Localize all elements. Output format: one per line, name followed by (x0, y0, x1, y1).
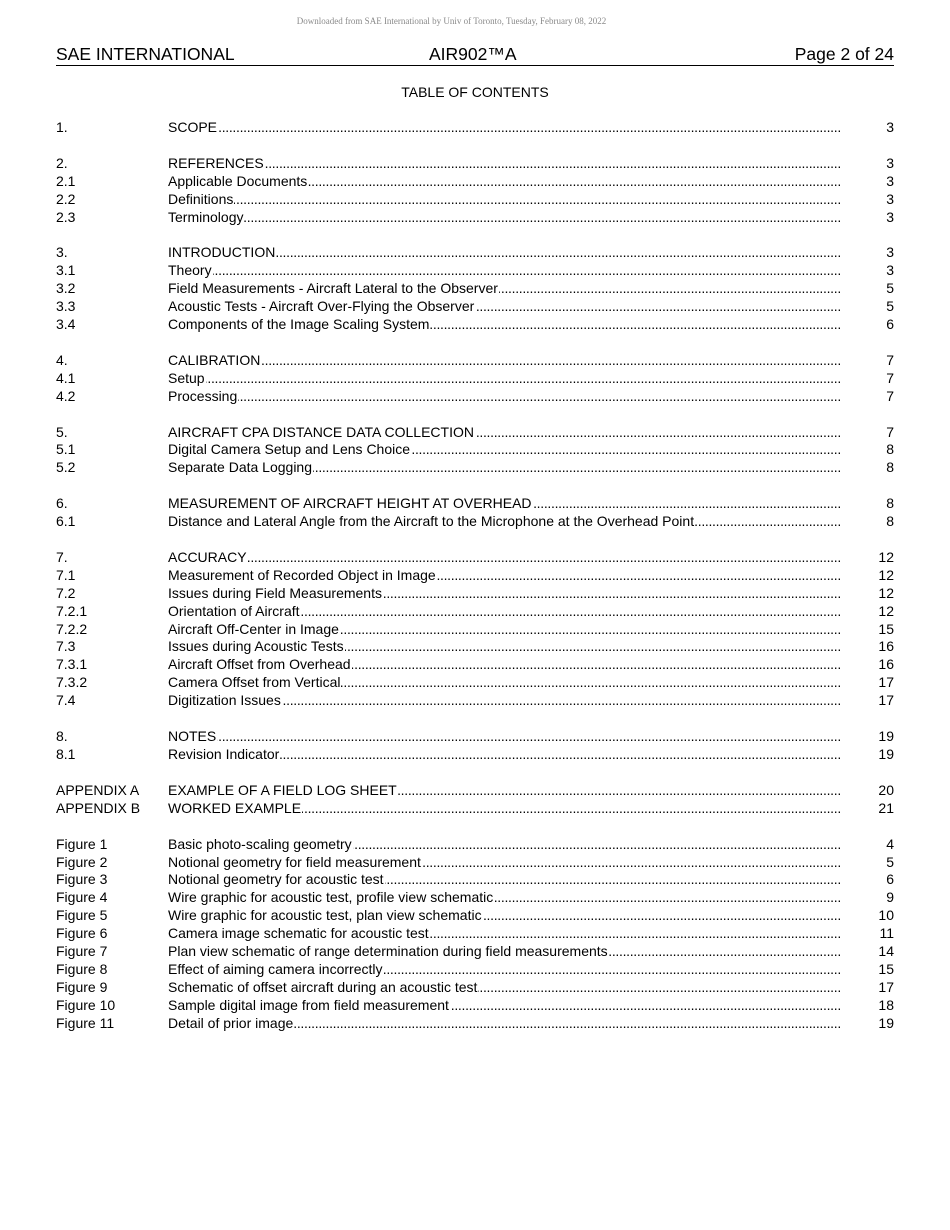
toc-entry-title: Terminology (168, 208, 244, 225)
toc-entry-title: Aircraft Offset from Overhead (168, 656, 351, 673)
toc-entry[interactable] (56, 191, 894, 209)
toc-entry-title-leader (168, 674, 875, 692)
toc-entry-number: 3.1 (56, 262, 76, 279)
page-number: Page 2 of 24 (794, 44, 894, 64)
toc-entry-title-leader (168, 692, 875, 710)
toc-entry-number: 5.2 (56, 459, 76, 476)
toc-entry-title: REFERENCES (168, 154, 264, 171)
toc-entry-page: 4 (886, 835, 894, 852)
toc-entry-title-leader (168, 209, 883, 227)
toc-entry-title-leader (168, 495, 883, 513)
toc-entry-number: Figure 9 (56, 978, 108, 995)
toc-entry-title: Schematic of offset aircraft during an acoustic test (168, 978, 478, 995)
toc-entry-page: 5 (886, 280, 894, 297)
toc-entry-page: 5 (886, 853, 894, 870)
toc-entry-title-leader (168, 513, 883, 531)
toc-entry[interactable] (56, 262, 894, 280)
toc-heading: TABLE OF CONTENTS (401, 84, 549, 100)
toc-entry[interactable] (56, 638, 894, 656)
toc-entry[interactable] (56, 567, 894, 585)
toc-entry-title: AIRCRAFT CPA DISTANCE DATA COLLECTION (168, 423, 474, 440)
toc-entry-title: Camera Offset from Vertical (168, 674, 341, 691)
toc-entry-page: 7 (886, 423, 894, 440)
toc-entry-page: 3 (886, 190, 894, 207)
toc-entry-page: 17 (878, 692, 894, 709)
toc-entry-page: 10 (878, 907, 894, 924)
toc-entry-title: Basic photo-scaling geometry (168, 835, 352, 852)
toc-entry-number: 7.3.2 (56, 674, 88, 691)
toc-entry-page: 7 (886, 351, 894, 368)
toc-entry[interactable] (56, 692, 894, 710)
toc-entry[interactable] (56, 907, 894, 925)
toc-entry[interactable] (56, 836, 894, 854)
toc-entry-number: 3.2 (56, 280, 76, 297)
toc-entry-page: 12 (878, 602, 894, 619)
toc-entry-page: 3 (886, 262, 894, 279)
toc-entry-page: 14 (878, 942, 894, 959)
toc-entry-page: 11 (879, 925, 894, 942)
toc-entry-title-leader (168, 907, 875, 925)
toc-entry-title-leader (168, 298, 883, 316)
toc-entry-number: Figure 8 (56, 960, 108, 977)
toc-entry-title-leader (168, 388, 883, 406)
toc-entry-page: 15 (878, 620, 894, 637)
toc-entry-number: APPENDIX A (56, 781, 140, 798)
toc-entry[interactable] (56, 495, 894, 513)
toc-entry-title: SCOPE (168, 119, 218, 135)
toc-entry-title: Notional geometry for field measurement (168, 853, 421, 870)
toc-entry-title: Digitization Issues (168, 692, 281, 709)
toc-entry[interactable] (56, 459, 894, 477)
toc-entry-title: Measurement of Recorded Object in Image (168, 566, 436, 583)
toc-entry[interactable] (56, 280, 894, 298)
toc-entry-number: Figure 3 (56, 871, 108, 888)
toc-entry-page: 15 (878, 960, 894, 977)
toc-entry-title-leader (168, 836, 883, 854)
toc-entry-title-leader (168, 585, 875, 603)
toc-entry-title: WORKED EXAMPLE (168, 799, 302, 816)
toc-entry-number: 4.2 (56, 387, 76, 404)
toc-group (56, 244, 894, 333)
toc-entry[interactable] (56, 388, 894, 406)
toc-entry-title: MEASUREMENT OF AIRCRAFT HEIGHT AT OVERHEAD (168, 495, 532, 512)
toc-entry-title-leader (168, 370, 883, 388)
toc-entry-title: Issues during Acoustic Tests (168, 638, 344, 655)
toc-entry-number: Figure 7 (56, 942, 108, 959)
toc-entry-title-leader (168, 352, 883, 370)
publisher-name: SAE INTERNATIONAL (56, 44, 235, 64)
toc-entry-title: Revision Indicator (168, 745, 280, 762)
toc-entry-page: 20 (878, 781, 894, 798)
toc-entry[interactable] (56, 674, 894, 692)
toc-entry-title: Applicable Documents (168, 172, 308, 189)
toc-entry-title-leader (168, 638, 875, 656)
toc-entry-title-leader (168, 997, 875, 1015)
toc-entry-title-leader (168, 441, 883, 459)
toc-entry-number: 5. (56, 423, 68, 440)
toc-entry-number: 1. (56, 119, 68, 135)
toc-entry-page: 9 (886, 889, 894, 906)
toc-group (56, 155, 894, 227)
toc-entry[interactable] (56, 424, 894, 442)
toc-entry-number: 4. (56, 351, 68, 368)
toc-entry-number: 3.4 (56, 316, 76, 333)
toc-entry-title: Field Measurements - Aircraft Lateral to the Observer (168, 280, 498, 297)
toc-entry-title: Processing (168, 387, 238, 404)
toc-entry-number: Figure 10 (56, 996, 116, 1013)
toc-entry-title-leader (168, 979, 875, 997)
toc-entry-title: Notional geometry for acoustic test (168, 871, 384, 888)
toc-entry[interactable] (56, 997, 894, 1015)
toc-entry-title: INTRODUCTION (168, 244, 276, 261)
toc-entry-number: 2. (56, 154, 68, 171)
toc-entry-page: 12 (878, 584, 894, 601)
toc-entry-page: 21 (878, 799, 894, 816)
toc-entry-title: Acoustic Tests - Aircraft Over-Flying the Observer (168, 298, 475, 315)
toc-entry-number: APPENDIX B (56, 799, 141, 816)
toc-entry-title: CALIBRATION (168, 351, 261, 368)
toc-entry-page: 19 (878, 728, 894, 745)
toc-entry-title: Camera image schematic for acoustic test (168, 925, 429, 942)
toc-entry-title-leader (168, 119, 883, 137)
toc-entry-number: 2.1 (56, 172, 76, 189)
toc-entry-page: 16 (878, 638, 894, 655)
toc-entry-title: Orientation of Aircraft (168, 602, 300, 619)
toc-entry[interactable] (56, 800, 894, 818)
toc-entry[interactable] (56, 871, 894, 889)
toc-entry-number: 7.2.2 (56, 620, 88, 637)
toc-entry-number: Figure 6 (56, 925, 108, 942)
toc-entry[interactable] (56, 209, 894, 227)
toc-entry-page: 19 (878, 745, 894, 762)
toc-entry[interactable] (56, 854, 894, 872)
toc-entry[interactable] (56, 585, 894, 603)
toc-entry-number: 3. (56, 244, 68, 261)
toc-entry-title-leader (168, 961, 875, 979)
toc-entry-title: Sample digital image from field measurement (168, 996, 449, 1013)
toc-entry-title: Setup (168, 369, 205, 386)
toc-entry-title-leader (168, 782, 875, 800)
toc-entry[interactable] (56, 728, 894, 746)
toc-entry-title: Distance and Lateral Angle from the Aircraft to the Microphone at the Overhead Point (168, 513, 695, 530)
toc-entry[interactable] (56, 513, 894, 531)
toc-entry-number: Figure 2 (56, 853, 108, 870)
download-watermark: Downloaded from SAE International by Univ of Toronto, Tuesday, February 08, 2022 (296, 16, 607, 26)
toc-entry-title: Components of the Image Scaling System (168, 316, 430, 333)
toc-entry-page: 8 (886, 495, 894, 512)
toc-entry-title-leader (168, 621, 875, 639)
toc-entry-number: 7.4 (56, 692, 76, 709)
toc-entry-number: Figure 4 (56, 889, 108, 906)
toc-entry-title-leader (168, 262, 883, 280)
toc-entry-title-leader (168, 155, 883, 173)
toc-group (56, 782, 894, 818)
toc-entry-title: Digital Camera Setup and Lens Choice (168, 441, 411, 458)
toc-entry-title: NOTES (168, 728, 217, 745)
toc-entry-title-leader (168, 316, 883, 334)
toc-group (56, 424, 894, 478)
toc-entry-page: 19 (878, 1014, 894, 1031)
toc-entry-number: Figure 5 (56, 907, 108, 924)
toc-entry[interactable] (56, 549, 894, 567)
toc-entry-number: 7.2 (56, 584, 76, 601)
toc-entry[interactable] (56, 961, 894, 979)
toc-group (56, 549, 894, 710)
toc-entry-title-leader (168, 854, 883, 872)
toc-entry-page: 5 (886, 298, 894, 315)
toc-entry-title-leader (168, 1015, 875, 1033)
toc-entry-title: Effect of aiming camera incorrectly (168, 960, 383, 977)
toc-entry-page: 3 (886, 244, 894, 261)
toc-entry[interactable] (56, 441, 894, 459)
toc-entry-title-leader (168, 656, 875, 674)
toc-entry[interactable] (56, 155, 894, 173)
toc-entry-number: 6. (56, 495, 68, 512)
toc-entry-page: 3 (886, 154, 894, 171)
toc-entry[interactable] (56, 889, 894, 907)
toc-entry-title: Definitions (168, 190, 234, 207)
toc-entry-title: Wire graphic for acoustic test, profile view schematic (168, 889, 494, 906)
toc-group (56, 352, 894, 406)
toc-entry-number: 8. (56, 728, 68, 745)
toc-entry-title: Detail of prior image (168, 1014, 294, 1031)
toc-entry-page: 3 (886, 172, 894, 189)
toc-entry-title-leader (168, 728, 875, 746)
toc-entry[interactable] (56, 316, 894, 334)
toc-entry-title-leader (168, 943, 875, 961)
toc-group (56, 728, 894, 764)
toc-entry-title: ACCURACY (168, 549, 247, 566)
toc-entry-title-leader (168, 424, 883, 442)
toc-entry-title-leader (168, 459, 883, 477)
toc-entry-number: 2.2 (56, 190, 76, 207)
toc-entry-page: 12 (878, 549, 894, 566)
table-of-contents (56, 119, 894, 1050)
toc-entry-page: 16 (878, 656, 894, 673)
toc-entry-title: Plan view schematic of range determination during field measurements (168, 942, 608, 959)
toc-entry-page: 6 (886, 871, 894, 888)
toc-entry-page: 18 (878, 996, 894, 1013)
page-header (56, 44, 894, 66)
toc-entry-page: 12 (878, 566, 894, 583)
toc-entry-page: 3 (886, 119, 894, 135)
toc-entry-number: 8.1 (56, 745, 76, 762)
toc-entry[interactable] (56, 173, 894, 191)
toc-group (56, 495, 894, 531)
toc-entry-page: 17 (878, 674, 894, 691)
toc-entry-number: 7.2.1 (56, 602, 88, 619)
toc-entry-title-leader (168, 889, 883, 907)
toc-entry-page: 6 (886, 316, 894, 333)
toc-entry-number: 3.3 (56, 298, 76, 315)
toc-entry[interactable] (56, 119, 894, 137)
toc-entry-title: Theory (168, 262, 212, 279)
toc-entry-title: Separate Data Logging (168, 459, 312, 476)
toc-entry[interactable] (56, 782, 894, 800)
toc-entry-title-leader (168, 549, 875, 567)
toc-entry-page: 3 (886, 208, 894, 225)
toc-entry-number: 7.3.1 (56, 656, 88, 673)
toc-entry-title: EXAMPLE OF A FIELD LOG SHEET (168, 781, 397, 798)
toc-entry[interactable] (56, 352, 894, 370)
toc-entry[interactable] (56, 656, 894, 674)
toc-entry-number: 2.3 (56, 208, 76, 225)
toc-entry-title-leader (168, 173, 883, 191)
toc-entry[interactable] (56, 925, 894, 943)
toc-group (56, 836, 894, 1033)
toc-entry-page: 8 (886, 459, 894, 476)
toc-entry-number: 7.1 (56, 566, 76, 583)
toc-entry[interactable] (56, 370, 894, 388)
toc-entry-title-leader (168, 871, 883, 889)
toc-entry-number: Figure 11 (56, 1014, 115, 1031)
toc-entry[interactable] (56, 1015, 894, 1033)
toc-entry-title-leader (168, 244, 883, 262)
toc-entry-number: 4.1 (56, 369, 76, 386)
toc-entry-page: 7 (886, 369, 894, 386)
toc-entry-page: 8 (886, 513, 894, 530)
document-number: AIR902™A (429, 44, 517, 64)
toc-entry-title: Issues during Field Measurements (168, 584, 382, 601)
toc-entry-title-leader (168, 800, 875, 818)
toc-entry[interactable] (56, 746, 894, 764)
toc-entry-page: 7 (886, 387, 894, 404)
toc-group (56, 119, 894, 137)
toc-entry-number: 6.1 (56, 513, 76, 530)
toc-entry-title: Wire graphic for acoustic test, plan view schematic (168, 907, 482, 924)
toc-entry[interactable] (56, 979, 894, 997)
toc-entry[interactable] (56, 621, 894, 639)
toc-entry-title-leader (168, 191, 883, 209)
toc-entry-number: Figure 1 (56, 835, 108, 852)
toc-entry[interactable] (56, 244, 894, 262)
toc-entry-title-leader (168, 925, 876, 943)
toc-entry[interactable] (56, 298, 894, 316)
toc-entry-title: Aircraft Off-Center in Image (168, 620, 339, 637)
toc-entry-number: 5.1 (56, 441, 76, 458)
toc-entry[interactable] (56, 603, 894, 621)
toc-entry[interactable] (56, 943, 894, 961)
toc-entry-title-leader (168, 280, 883, 298)
toc-entry-page: 17 (878, 978, 894, 995)
toc-entry-number: 7. (56, 549, 68, 566)
toc-entry-number: 7.3 (56, 638, 76, 655)
toc-entry-title-leader (168, 603, 875, 621)
toc-entry-title-leader (168, 567, 875, 585)
toc-entry-page: 8 (886, 441, 894, 458)
toc-entry-title-leader (168, 746, 875, 764)
